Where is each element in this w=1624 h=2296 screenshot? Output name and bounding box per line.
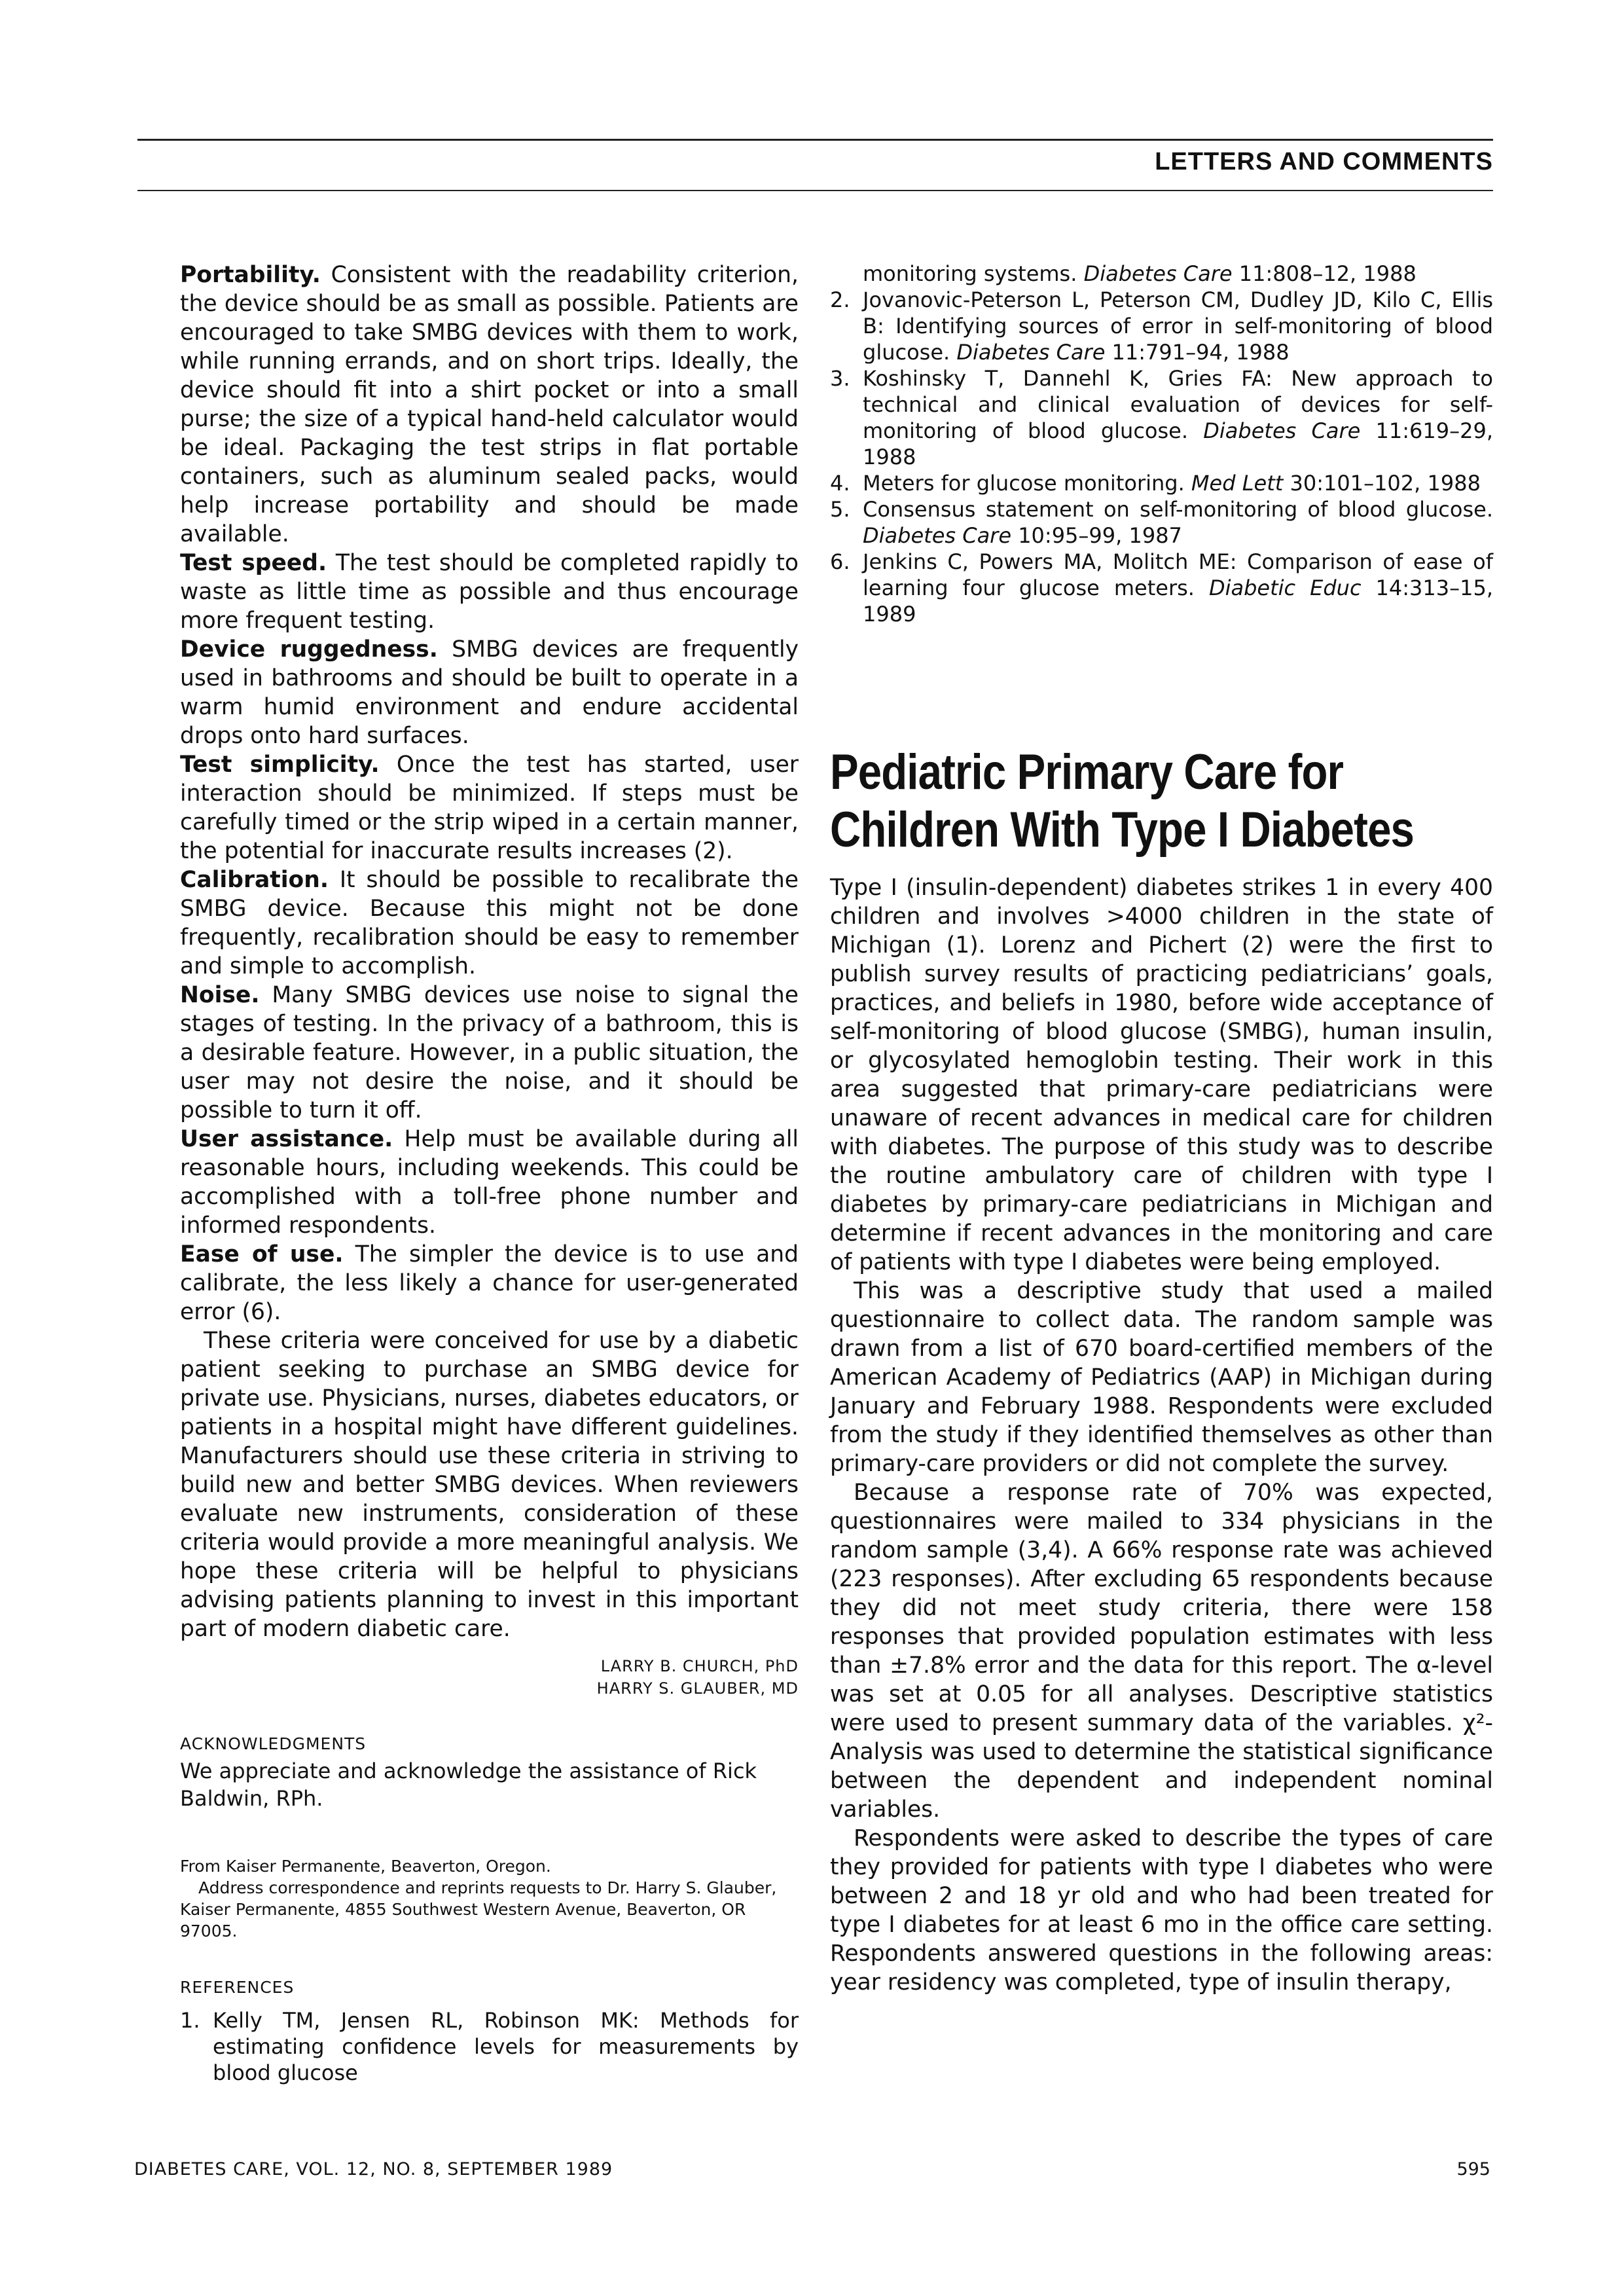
- criterion-calibration: Calibration. It should be possible to recalibrate the SMBG device. Because this might not be done frequently, recalibration should be easy to remember and simple to accomplish.: [180, 867, 799, 979]
- criterion-noise: Noise. Many SMBG devices use noise to signal the stages of testing. In the privacy of a bathroom, this is a desirable feature. However, in a public situation, the user may not desire the noise, and it should be possible to turn it off.: [180, 982, 799, 1123]
- section-label: LETTERS AND COMMENTS: [1155, 148, 1493, 175]
- criterion-user-assistance: User assistance. Help must be available during all reasonable hours, including weekends. This could be accomplished with a toll-free phone number and informed respondents.: [180, 1126, 799, 1239]
- author-name: HARRY S. GLAUBER, MD: [596, 1679, 799, 1698]
- author-name: LARRY B. CHURCH, PhD: [600, 1657, 799, 1675]
- reference-item: 5. Consensus statement on self-monitoring of blood glucose. Diabetes Care 10:95–99, 1987: [830, 497, 1493, 548]
- affiliation-block: [180, 1855, 799, 1942]
- correspondence-address: Address correspondence and reprints requests to Dr. Harry S. Glauber, Kaiser Permanente, 4855 Southwest Western Avenue, Beaverton, OR 97005.: [180, 1878, 777, 1941]
- article-body: [830, 873, 1493, 1997]
- page-number: 595: [1456, 2159, 1490, 2179]
- affiliation: From Kaiser Permanente, Beaverton, Oregon.: [180, 1857, 551, 1876]
- article-title: [830, 744, 1493, 859]
- header-rule-bottom: [137, 190, 1493, 191]
- body-paragraph: Type I (insulin-dependent) diabetes strikes 1 in every 400 children and involves >4000 children in the state of Michigan (1). Lorenz and Pichert (2) were the first to publish survey results of practicing pediatricians’ goals, practices, and beliefs in 1980, before wide acceptance of self-monitoring of blood glucose (SMBG), human insulin, or glycosylated hemoglobin testing. Their work in this area suggested that primary-care pediatricians were unaware of recent advances in medical care for children with diabetes. The purpose of this study was to describe the routine ambulatory care of children with type I diabetes by primary-care pediatricians in Michigan and determine if recent advances in the monitoring and care of patients with type I diabetes were being employed.: [830, 875, 1493, 1275]
- closing-paragraph: These criteria were conceived for use by a diabetic patient seeking to purchase an SMBG device for private use. Physicians, nurses, diabetes educators, or patients in a hospital might have different guidelines. Manufacturers should use these criteria in striving to build new and better SMBG devices. When reviewers evaluate new instruments, consideration of these criteria would provide a more meaningful analysis. We hope these criteria will be helpful to physicians advising patients planning to invest in this important part of modern diabetic care.: [180, 1328, 799, 1642]
- acknowledgments-heading: ACKNOWLEDGMENTS: [180, 1734, 367, 1753]
- criterion-portability: Portability. Consistent with the readability criterion, the device should be as small as possible. Patients are encouraged to take SMBG devices with them to work, while running errands, and on short trips. Ideally, the device should fit into a shirt pocket or into a small purse; the size of a typical hand-held calculator would be ideal. Packaging the test strips in flat portable containers, such as aluminum sealed packs, would help increase portability and should be made available.: [180, 262, 799, 547]
- right-column: [830, 261, 1493, 1997]
- body-paragraph: Respondents were asked to describe the types of care they provided for patients with type I diabetes who were between 2 and 18 yr old and who had been treated for type I diabetes for at least 6 mo in the office care setting. Respondents answered questions in the following areas: year residency was completed, type of insulin therapy,: [830, 1825, 1493, 1995]
- references-heading: REFERENCES: [180, 1978, 295, 1997]
- article-title-line: Pediatric Primary Care for: [830, 744, 1344, 800]
- header-rule-top: [137, 139, 1493, 141]
- reference-item: 2. Jovanovic-Peterson L, Peterson CM, Dudley JD, Kilo C, Ellis B: Identifying sources of error in self-monitoring of blood glucose. Diabetes Care 11:791–94, 1988: [830, 287, 1493, 365]
- reference-item: 3. Koshinsky T, Dannehl K, Gries FA: New approach to technical and clinical evaluation of devices for self-monitoring of blood glucose. Diabetes Care 11:619–29, 1988: [830, 366, 1494, 469]
- left-column: [180, 261, 799, 2086]
- criterion-test-speed: Test speed. The test should be completed rapidly to waste as little time as possible and thus encourage more frequent testing.: [180, 550, 799, 634]
- acknowledgments-text: We appreciate and acknowledge the assistance of Rick Baldwin, RPh.: [180, 1758, 757, 1811]
- criterion-device-ruggedness: Device ruggedness. SMBG devices are frequently used in bathrooms and should be built to operate in a warm humid environment and endure accidental drops onto hard surfaces.: [180, 636, 799, 749]
- reference-list: [830, 287, 1493, 627]
- body-paragraph: Because a response rate of 70% was expected, questionnaires were mailed to 334 physicians in the random sample (3,4). A 66% response rate was achieved (223 responses). After excluding 65 respondents because they did not meet study criteria, there were 158 responses that provided population estimates with less than ±7.8% error and the data for this report. The α-level was set at 0.05 for all analyses. Descriptive statistics were used to present summary data of the variables. χ²-Analysis was used to determine the statistical significance between the dependent and independent nominal variables.: [830, 1480, 1493, 1823]
- reference-item: 1. Kelly TM, Jensen RL, Robinson MK: Methods for estimating confidence levels for measurements by blood glucose: [180, 2008, 799, 2085]
- reference-continuation: monitoring systems. Diabetes Care 11:808–12, 1988: [863, 261, 1416, 286]
- criterion-ease-of-use: Ease of use. The simpler the device is to use and calibrate, the less likely a chance for user-generated error (6).: [180, 1241, 799, 1325]
- criterion-test-simplicity: Test simplicity. Once the test has started, user interaction should be minimized. If steps must be carefully timed or the strip wiped in a certain manner, the potential for inaccurate results increases (2).: [180, 752, 799, 864]
- reference-item: 4. Meters for glucose monitoring. Med Lett 30:101–102, 1988: [830, 471, 1481, 496]
- reference-item: 6. Jenkins C, Powers MA, Molitch ME: Comparison of ease of learning four glucose meters. Diabetic Educ 14:313–15, 1989: [830, 549, 1494, 627]
- author-signatures: [180, 1655, 799, 1700]
- footer-journal-citation: DIABETES CARE, VOL. 12, NO. 8, SEPTEMBER 1989: [134, 2159, 613, 2179]
- body-paragraph: This was a descriptive study that used a mailed questionnaire to collect data. The random sample was drawn from a list of 670 board-certified members of the American Academy of Pediatrics (AAP) in Michigan during January and February 1988. Respondents were excluded from the study if they identified themselves as other than primary-care providers or did not complete the survey.: [830, 1278, 1493, 1477]
- article-title-line: Children With Type I Diabetes: [830, 802, 1415, 858]
